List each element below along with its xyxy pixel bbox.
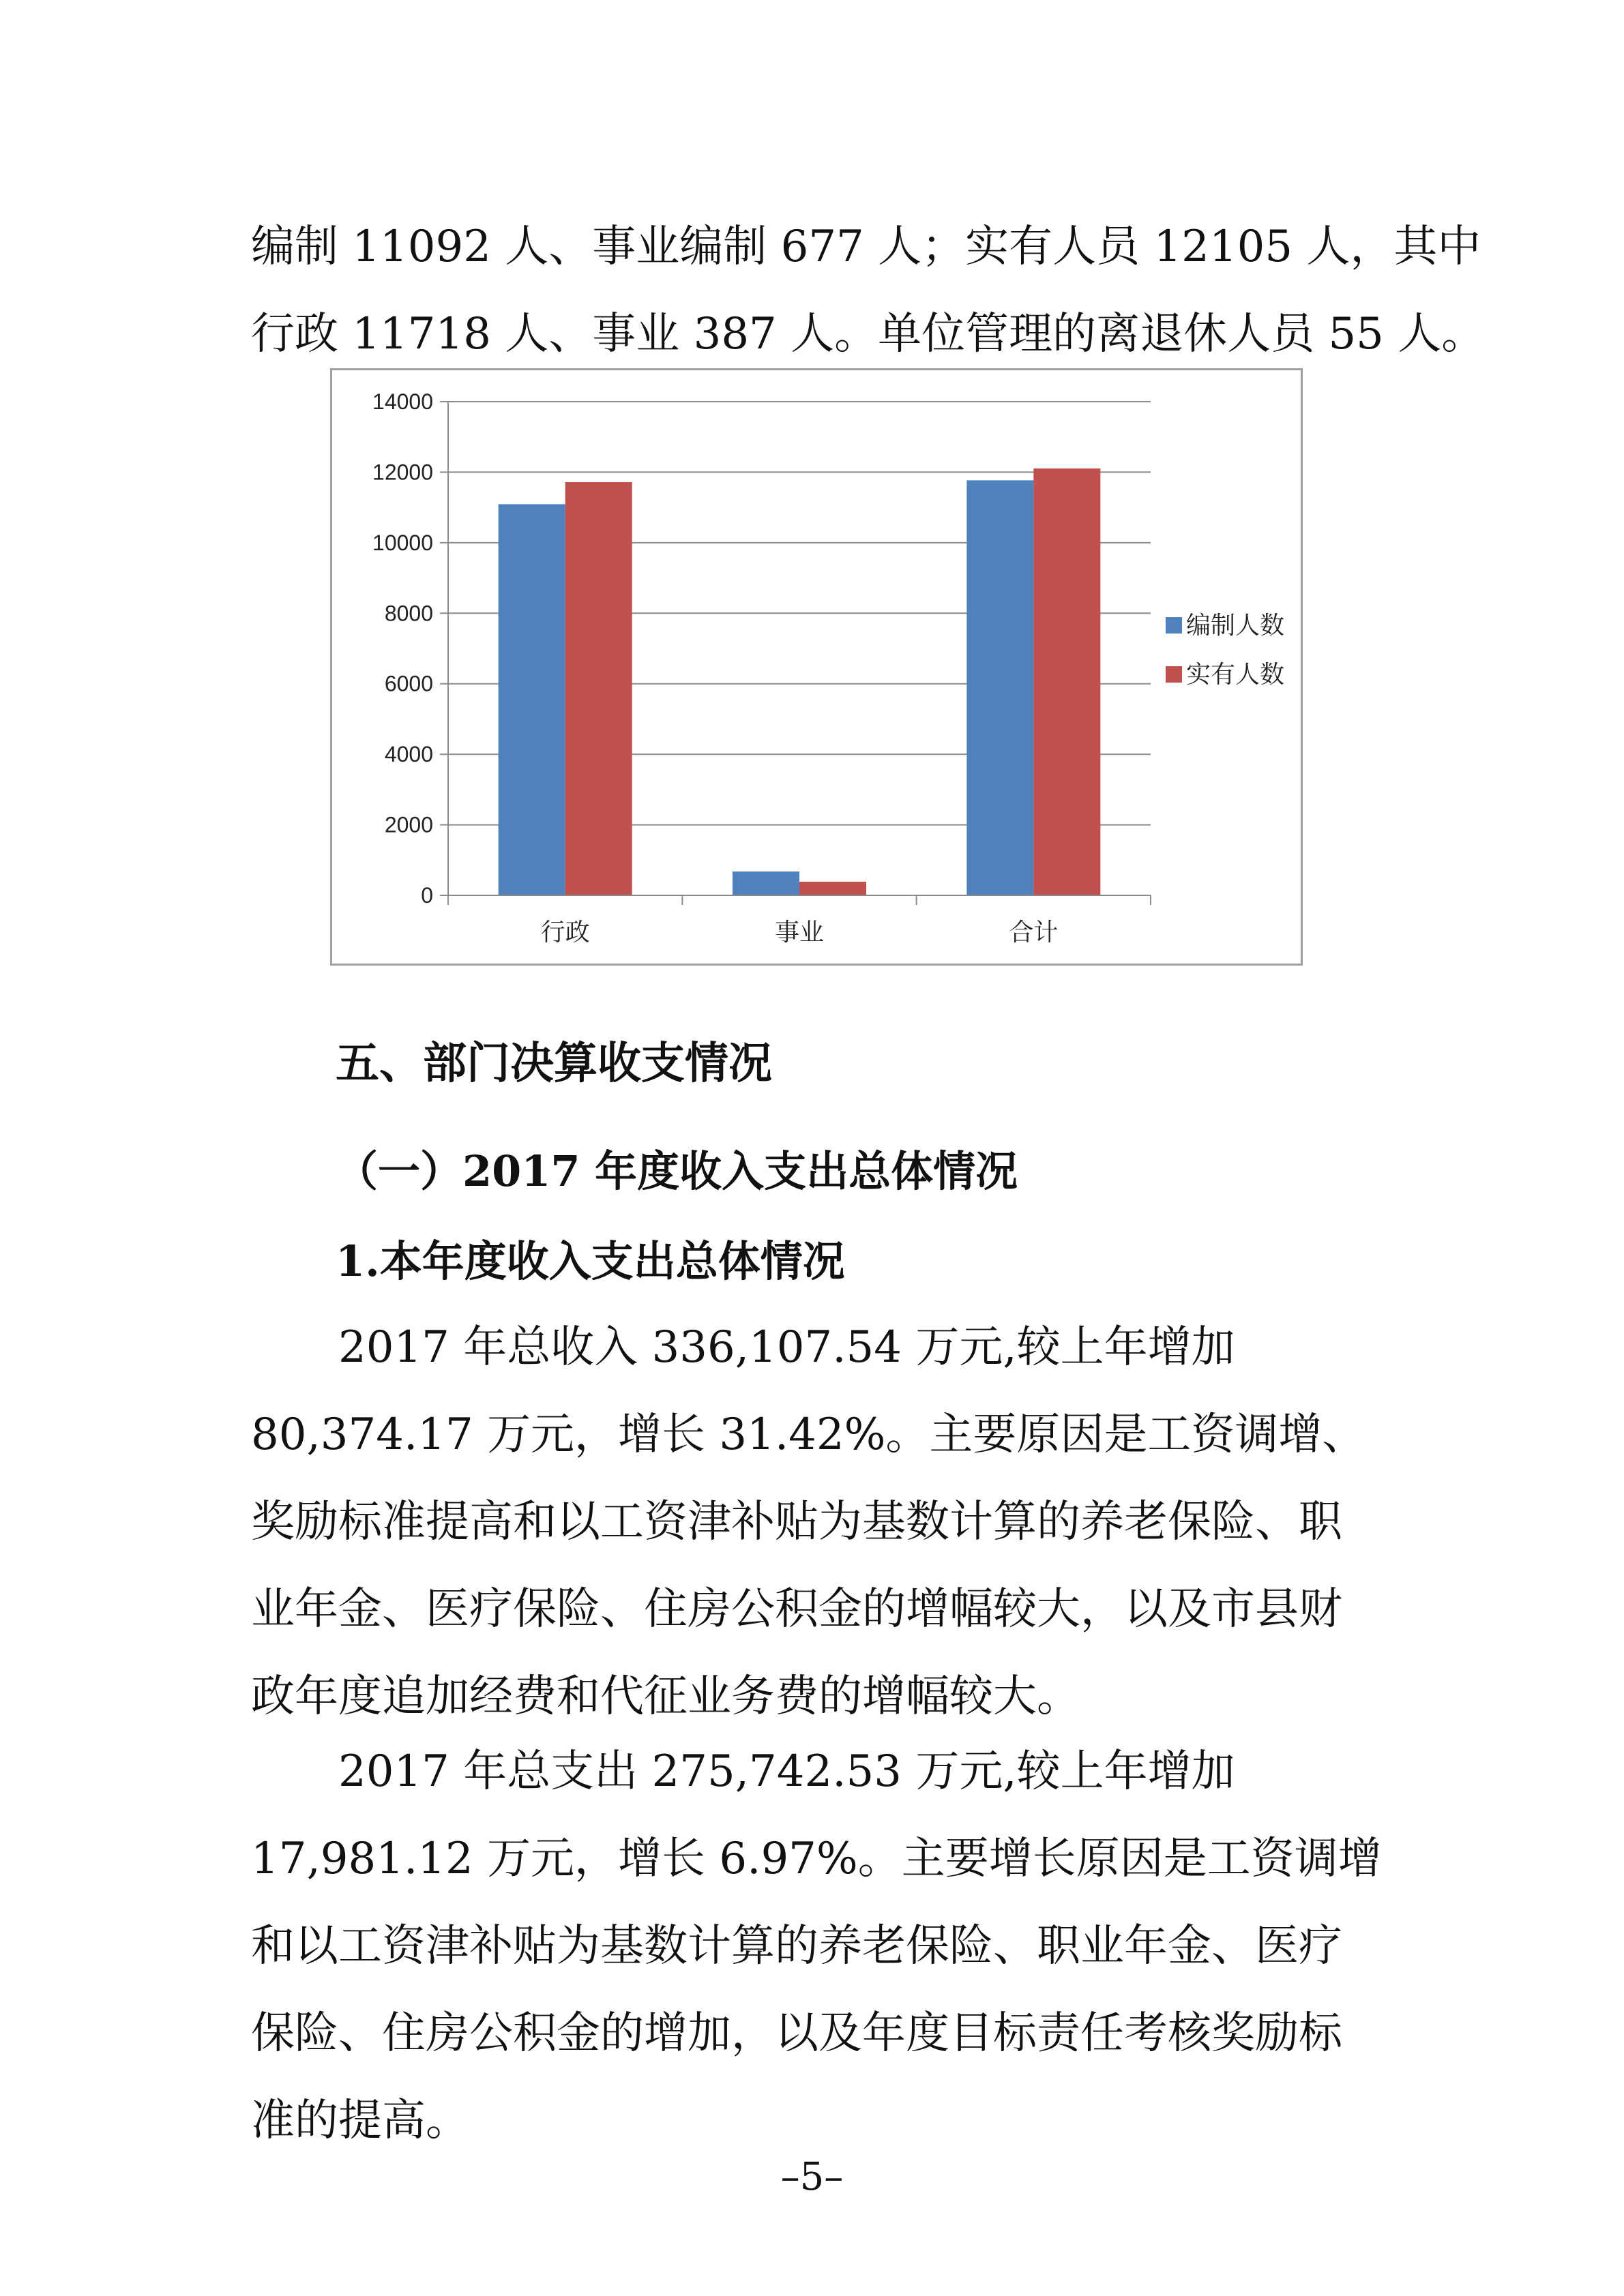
bar-authorized [733, 871, 799, 895]
income-paragraph: 2017 年总收入 336,107.54 万元,较上年增加 80,374.17 万元，增长 31.42%。主要原因是工资调增、奖励标准提高和以工资津补贴为基数计算的养老保险、职业年金、医疗保险、住房公积金的增幅较大，以及市县财政年度追加经费和代征业务费的增幅较大。 [251, 1322, 1366, 1722]
page-number: –5– [780, 2155, 844, 2199]
legend-swatch [1166, 666, 1182, 683]
chart-canvas [332, 370, 1301, 964]
staff-bar-chart [330, 368, 1303, 966]
subsection-heading: （一）2017 年度收入支出总体情况 [336, 1146, 1018, 1196]
bar-actual [1033, 468, 1100, 895]
intro-line-1: 编制 11092 人、事业编制 677 人；实有人员 12105 人，其中 [251, 222, 1481, 272]
x-tick-label: 事业 [774, 918, 825, 946]
legend-swatch [1166, 617, 1182, 633]
x-tick-label: 合计 [1009, 918, 1059, 946]
legend-label: 实有人数 [1186, 660, 1285, 688]
y-tick-label: 2000 [384, 812, 433, 837]
y-tick-label: 0 [421, 883, 433, 908]
section-heading: 五、部门决算收支情况 [336, 1039, 772, 1089]
y-tick-label: 10000 [372, 530, 433, 555]
item-heading: 1.本年度收入支出总体情况 [336, 1236, 845, 1286]
y-tick-label: 12000 [372, 460, 433, 485]
bar-actual [799, 882, 866, 895]
bar-actual [565, 482, 632, 895]
legend-label: 编制人数 [1186, 611, 1285, 639]
intro-line-2: 行政 11718 人、事业 387 人。单位管理的离退休人员 55 人。 [251, 309, 1486, 359]
bar-authorized [499, 504, 565, 895]
bar-authorized [966, 480, 1033, 895]
y-tick-label: 4000 [384, 742, 433, 767]
x-tick-label: 行政 [540, 918, 590, 946]
expense-paragraph: 2017 年总支出 275,742.53 万元,较上年增加 17,981.12 万元，增长 6.97%。主要增长原因是工资调增和以工资津补贴为基数计算的养老保险、职业年金、医疗保险、住房公积金的增加，以及年度目标责任考核奖励标准的提高。 [251, 1746, 1382, 2146]
y-tick-label: 6000 [384, 671, 433, 696]
y-tick-label: 14000 [372, 389, 433, 414]
y-tick-label: 8000 [384, 601, 433, 626]
